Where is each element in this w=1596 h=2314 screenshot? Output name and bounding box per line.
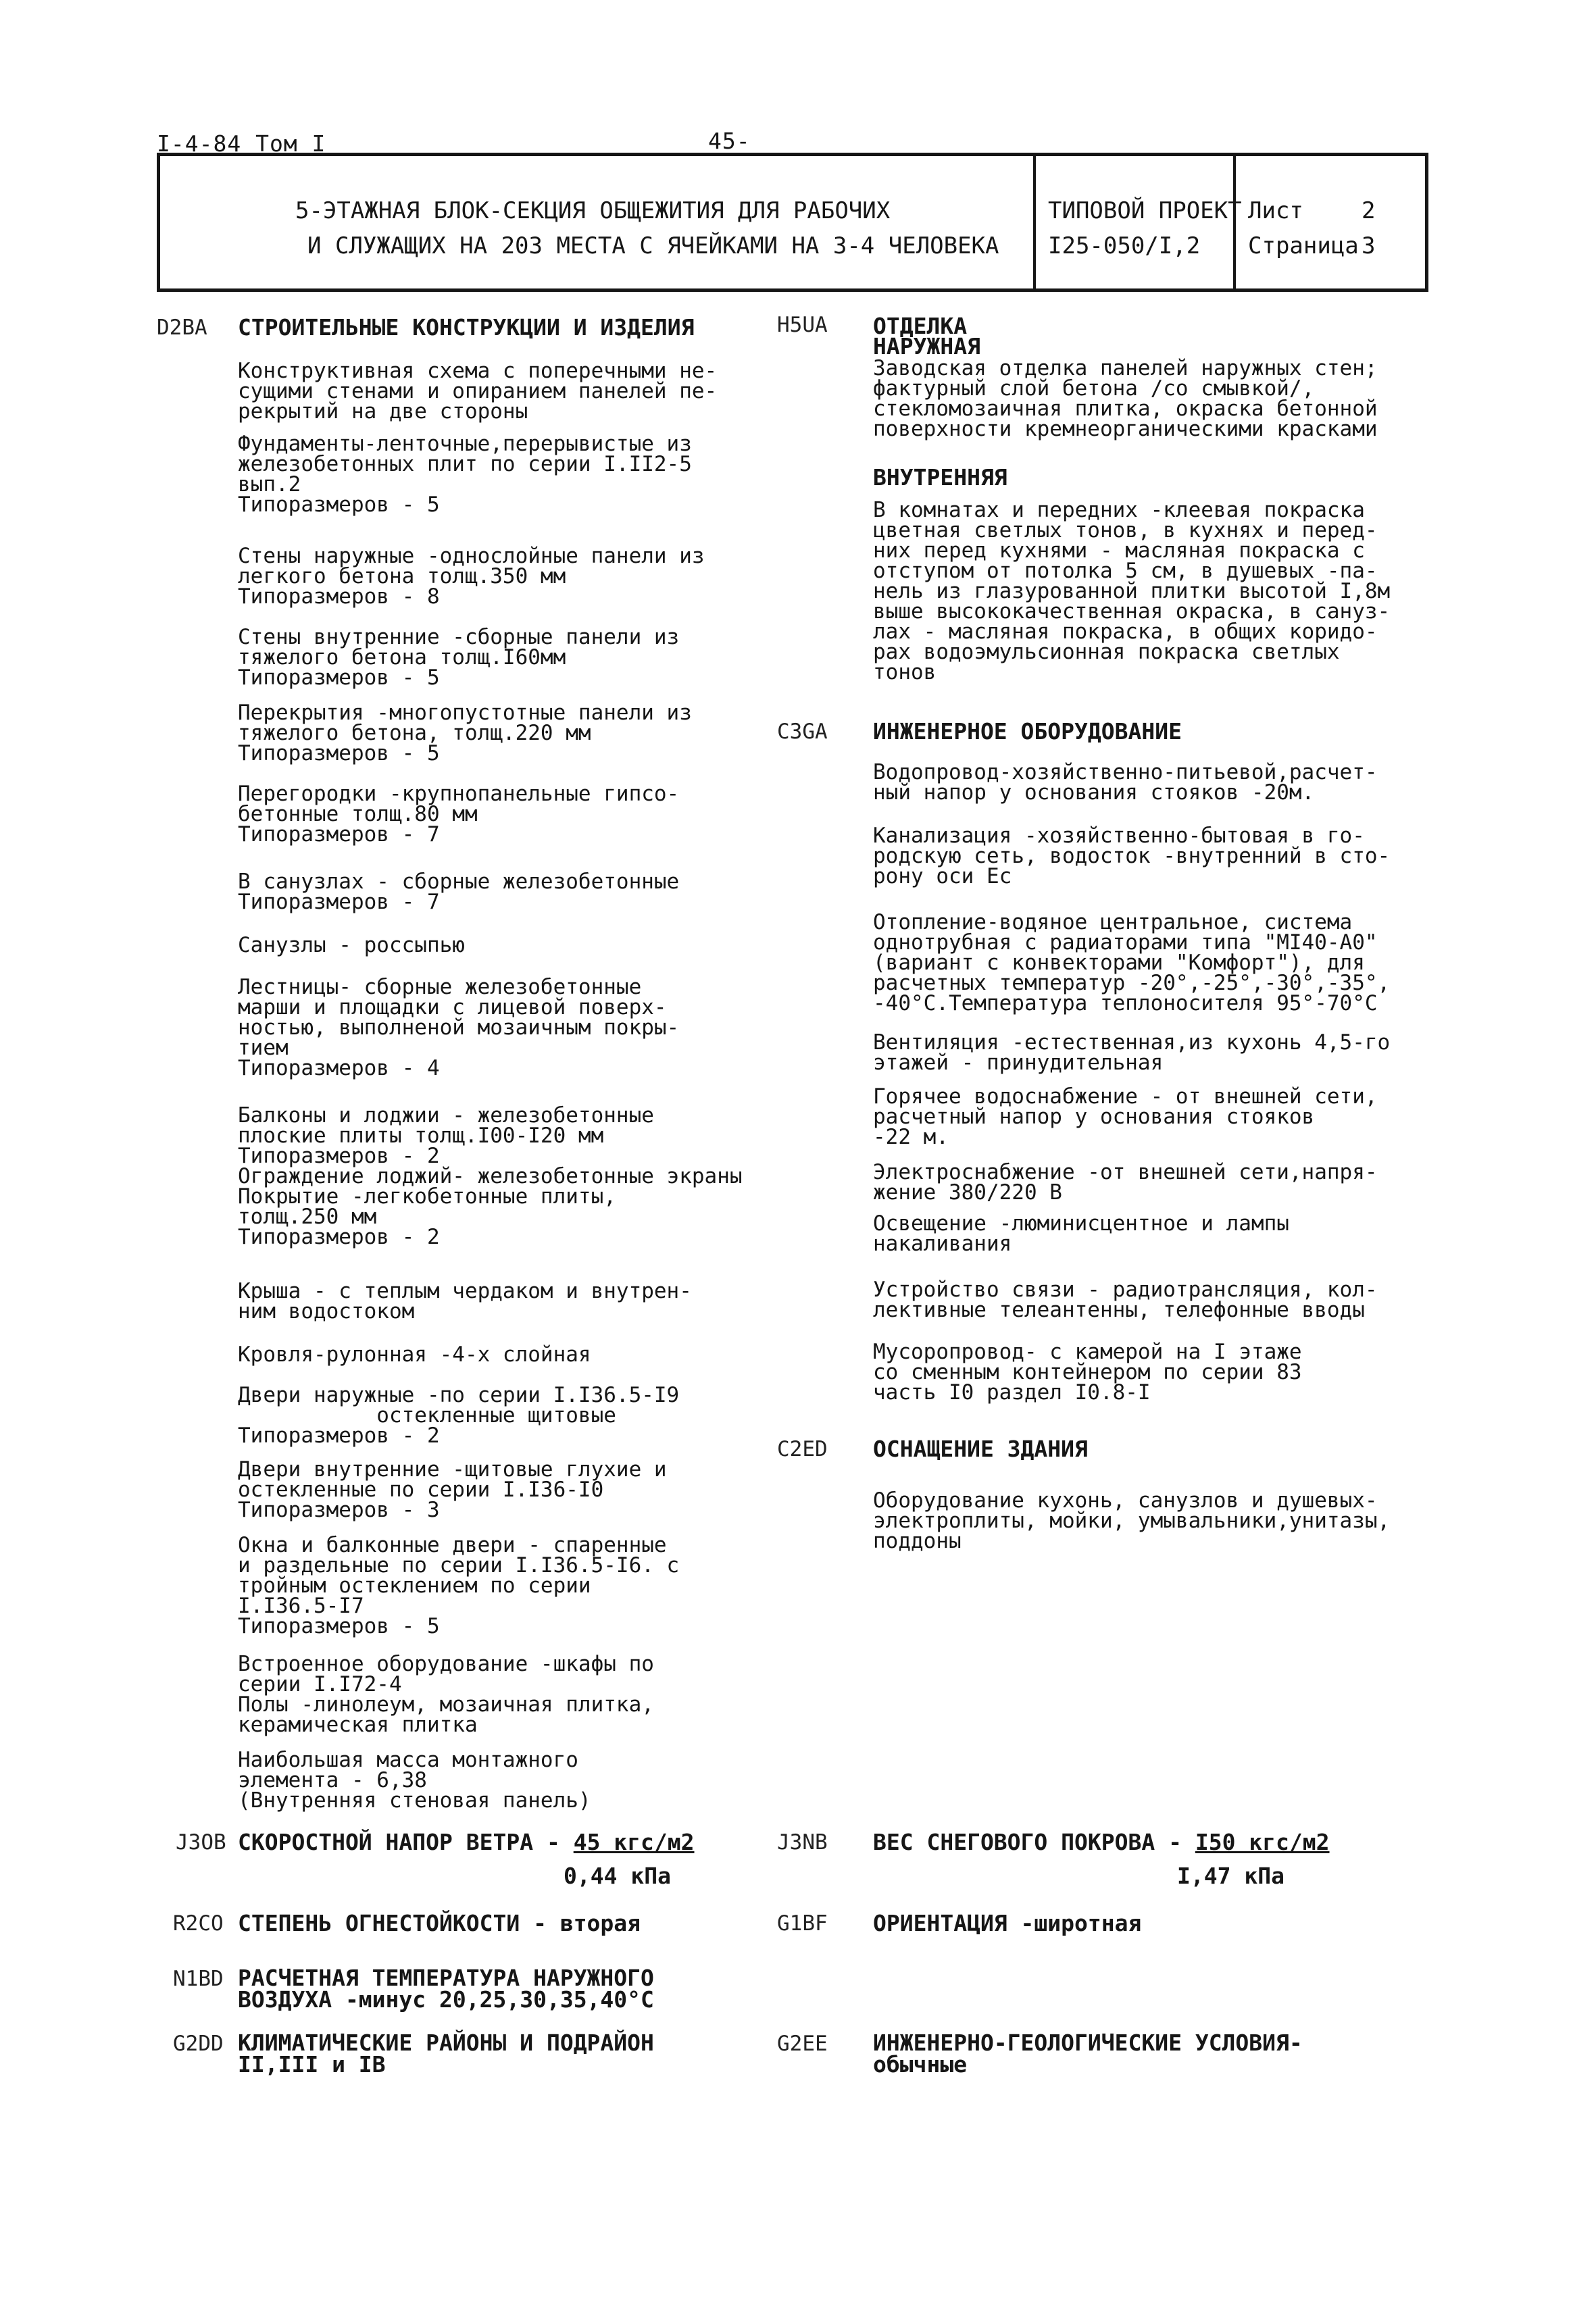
spec-paragraph: Устройство связи - радиотрансляция, кол- лективные телеантенны, телефонные вводы [873, 1278, 1378, 1322]
section-code: H5UA [777, 313, 828, 337]
section-title: ОСНАЩЕНИЕ ЗДАНИЯ [873, 1436, 1088, 1462]
sheet-label: Лист [1248, 197, 1303, 224]
spec-paragraph: В санузлах - сборные железобетонные Типоразмеров - 7 [238, 870, 680, 914]
section-code: G2EE [777, 2032, 828, 2056]
spec-paragraph: Окна и балконные двери - спаренные и раздельные по серии I.I36.5-I6. с тройным остеклением по серии I.I36.5-I7 Типоразмеров - 5 [238, 1533, 680, 1638]
section-code: C3GA [777, 720, 828, 744]
spec-paragraph: Заводская отделка панелей наружных стен; фактурный слой бетона /со смывкой/, стекломозаичная плитка, окраска бетонной поверхности кремнеорганическими красками [873, 356, 1378, 441]
section-code: J3OB [176, 1830, 226, 1855]
sheet-number: 2 [1362, 197, 1376, 224]
project-type-label: ТИПОВОЙ ПРОЕКТ [1048, 197, 1242, 224]
spec-paragraph: Перекрытия -многопустотные панели из тяжелого бетона, толщ.220 мм Типоразмеров - 5 [238, 701, 692, 765]
spec-paragraph: Фундаменты-ленточные,перерывистые из железобетонных плит по серии I.II2-5 вып.2 Типоразмеров - 5 [238, 432, 692, 517]
section-title: ОТДЕЛКА [873, 313, 968, 339]
spec-paragraph: Вентиляция -естественная,из кухонь 4,5-го этажей - принудительная [873, 1030, 1391, 1075]
title-block-divider [1033, 156, 1036, 288]
wind-pressure-label: СКОРОСТНОЙ НАПОР ВЕТРА - [238, 1829, 574, 1855]
spec-paragraph: Конструктивная схема с поперечными не- сущими стенами и опиранием панелей пе- рекрытий на две стороны [238, 359, 718, 424]
page-number: 45- [708, 128, 751, 154]
snow-load-label: ВЕС СНЕГОВОГО ПОКРОВА - [873, 1829, 1195, 1855]
spec-paragraph: Мусоропровод- с камерой на I этаже со сменным контейнером по серии 83 часть I0 раздел I0.8-I [873, 1340, 1302, 1405]
wind-pressure-value: 45 кгс/м2 [573, 1829, 695, 1855]
spec-paragraph: Двери внутренние -щитовые глухие и остекленные по серии I.I36-I0 Типоразмеров - 3 [238, 1457, 667, 1522]
geological-conditions: ИНЖЕНЕРНО-ГЕОЛОГИЧЕСКИЕ УСЛОВИЯ- обычные [873, 2030, 1303, 2078]
orientation: ОРИЕНТАЦИЯ -широтная [873, 1910, 1142, 1936]
spec-paragraph: Двери наружные -по серии I.I36.5-I9 остекленные щитовые Типоразмеров - 2 [238, 1383, 680, 1448]
sheet-page-number: 3 [1362, 232, 1376, 259]
section-code: R2CO [173, 1911, 224, 1936]
project-number: I25-050/I,2 [1048, 232, 1201, 259]
section-code: J3NB [777, 1830, 828, 1855]
snow-load-value: I50 кгс/м2 [1195, 1829, 1330, 1855]
snow-load [873, 1831, 1330, 1853]
document-reference: I-4-84 Том I [157, 130, 326, 157]
page-label: Страница [1248, 232, 1359, 259]
spec-paragraph: Встроенное оборудование -шкафы по серии I.I72-4 Полы -линолеум, мозаичная плитка, керамическая плитка [238, 1652, 654, 1737]
section-code: N1BD [173, 1967, 224, 1991]
spec-paragraph: Кровля-рулонная -4-х слойная [238, 1342, 591, 1367]
design-temperature: РАСЧЕТНАЯ ТЕМПЕРАТУРА НАРУЖНОГО ВОЗДУХА -минус 20,25,30,35,40°С [238, 1965, 654, 2013]
title-block [157, 153, 1428, 292]
spec-paragraph: Стены наружные -однослойные панели из легкого бетона толщ.350 мм Типоразмеров - 8 [238, 544, 705, 609]
section-title: ИНЖЕНЕРНОЕ ОБОРУДОВАНИЕ [873, 718, 1182, 745]
spec-paragraph: Электроснабжение -от внешней сети,напря- жение 380/220 В [873, 1160, 1378, 1205]
spec-paragraph: Балконы и лоджии - железобетонные плоские плиты толщ.I00-I20 мм Типоразмеров - 2 Ограждение лоджий- железобетонные экраны Покрытие -легкобетонные плиты, толщ.250 мм Типоразмеров - 2 [238, 1103, 743, 1249]
project-title-line2: И СЛУЖАЩИХ НА 203 МЕСТА С ЯЧЕЙКАМИ НА 3-4 ЧЕЛОВЕКА [307, 232, 999, 259]
spec-paragraph: Водопровод-хозяйственно-питьевой,расчет- ный напор у основания стояков -20м. [873, 760, 1378, 805]
spec-paragraph: Оборудование кухонь, санузлов и душевых- электроплиты, мойки, умывальники,унитазы, поддоны [873, 1488, 1391, 1553]
section-code: D2BA [157, 316, 207, 340]
wind-pressure [238, 1831, 695, 1853]
spec-paragraph: Наибольшая масса монтажного элемента - 6,38 (Внутренняя стеновая панель) [238, 1748, 591, 1813]
spec-paragraph: Крыша - с теплым чердаком и внутрен- ним водостоком [238, 1279, 692, 1324]
fire-resistance: СТЕПЕНЬ ОГНЕСТОЙКОСТИ - вторая [238, 1910, 641, 1936]
spec-paragraph: Отопление-водяное центральное, система однотрубная с радиаторами типа "MI40-A0" (вариант с конвекторами "Комфорт"), для расчетных температур -20°,-25°,-30°,-35°, -40°С.Температура теплоносителя 95°-70°С [873, 910, 1391, 1015]
subsection-title: ВНУТРЕННЯЯ [873, 464, 1007, 491]
spec-paragraph: Лестницы- сборные железобетонные марши и площадки с лицевой поверх- ностью, выполненой мозаичным покры- тием Типоразмеров - 4 [238, 975, 680, 1080]
section-title: СТРОИТЕЛЬНЫЕ КОНСТРУКЦИИ И ИЗДЕЛИЯ [238, 314, 695, 341]
spec-paragraph: Канализация -хозяйственно-бытовая в го- родскую сеть, водосток -внутренний в сто- рону оси Ес [873, 824, 1391, 888]
spec-paragraph: Освещение -люминисцентное и лампы накаливания [873, 1211, 1289, 1256]
section-code: G1BF [777, 1911, 828, 1936]
spec-paragraph: В комнатах и передних -клеевая покраска цветная светлых тонов, в кухнях и перед- них перед кухнями - масляная покраска с отступом от потолка 5 см, в душевых -па- нель из глазурованной плитки высотой I,8м выше высококачественная окраска, в сануз- лах - масляная покраска, в общих коридо- рах водоэмульсионная покраска светлых тонов [873, 498, 1391, 684]
section-code: G2DD [173, 2032, 224, 2056]
spec-paragraph: Перегородки -крупнопанельные гипсо- бетонные толщ.80 мм Типоразмеров - 7 [238, 782, 680, 847]
climatic-zones: КЛИМАТИЧЕСКИЕ РАЙОНЫ И ПОДРАЙОН II,III и IB [238, 2030, 654, 2078]
wind-pressure-value-kpa: 0,44 кПа [564, 1863, 671, 1889]
spec-paragraph: Санузлы - россыпью [238, 933, 465, 957]
snow-load-value-kpa: I,47 кПа [1177, 1863, 1285, 1889]
section-code: C2ED [777, 1437, 828, 1461]
project-title-line1: 5-ЭТАЖНАЯ БЛОК-СЕКЦИЯ ОБЩЕЖИТИЯ ДЛЯ РАБОЧИХ [295, 197, 891, 224]
spec-paragraph: Горячее водоснабжение - от внешней сети, расчетный напор у основания стояков -22 м. [873, 1084, 1378, 1149]
subsection-title: НАРУЖНАЯ [873, 333, 980, 359]
spec-paragraph: Стены внутренние -сборные панели из тяжелого бетона толщ.I60мм Типоразмеров - 5 [238, 625, 680, 690]
